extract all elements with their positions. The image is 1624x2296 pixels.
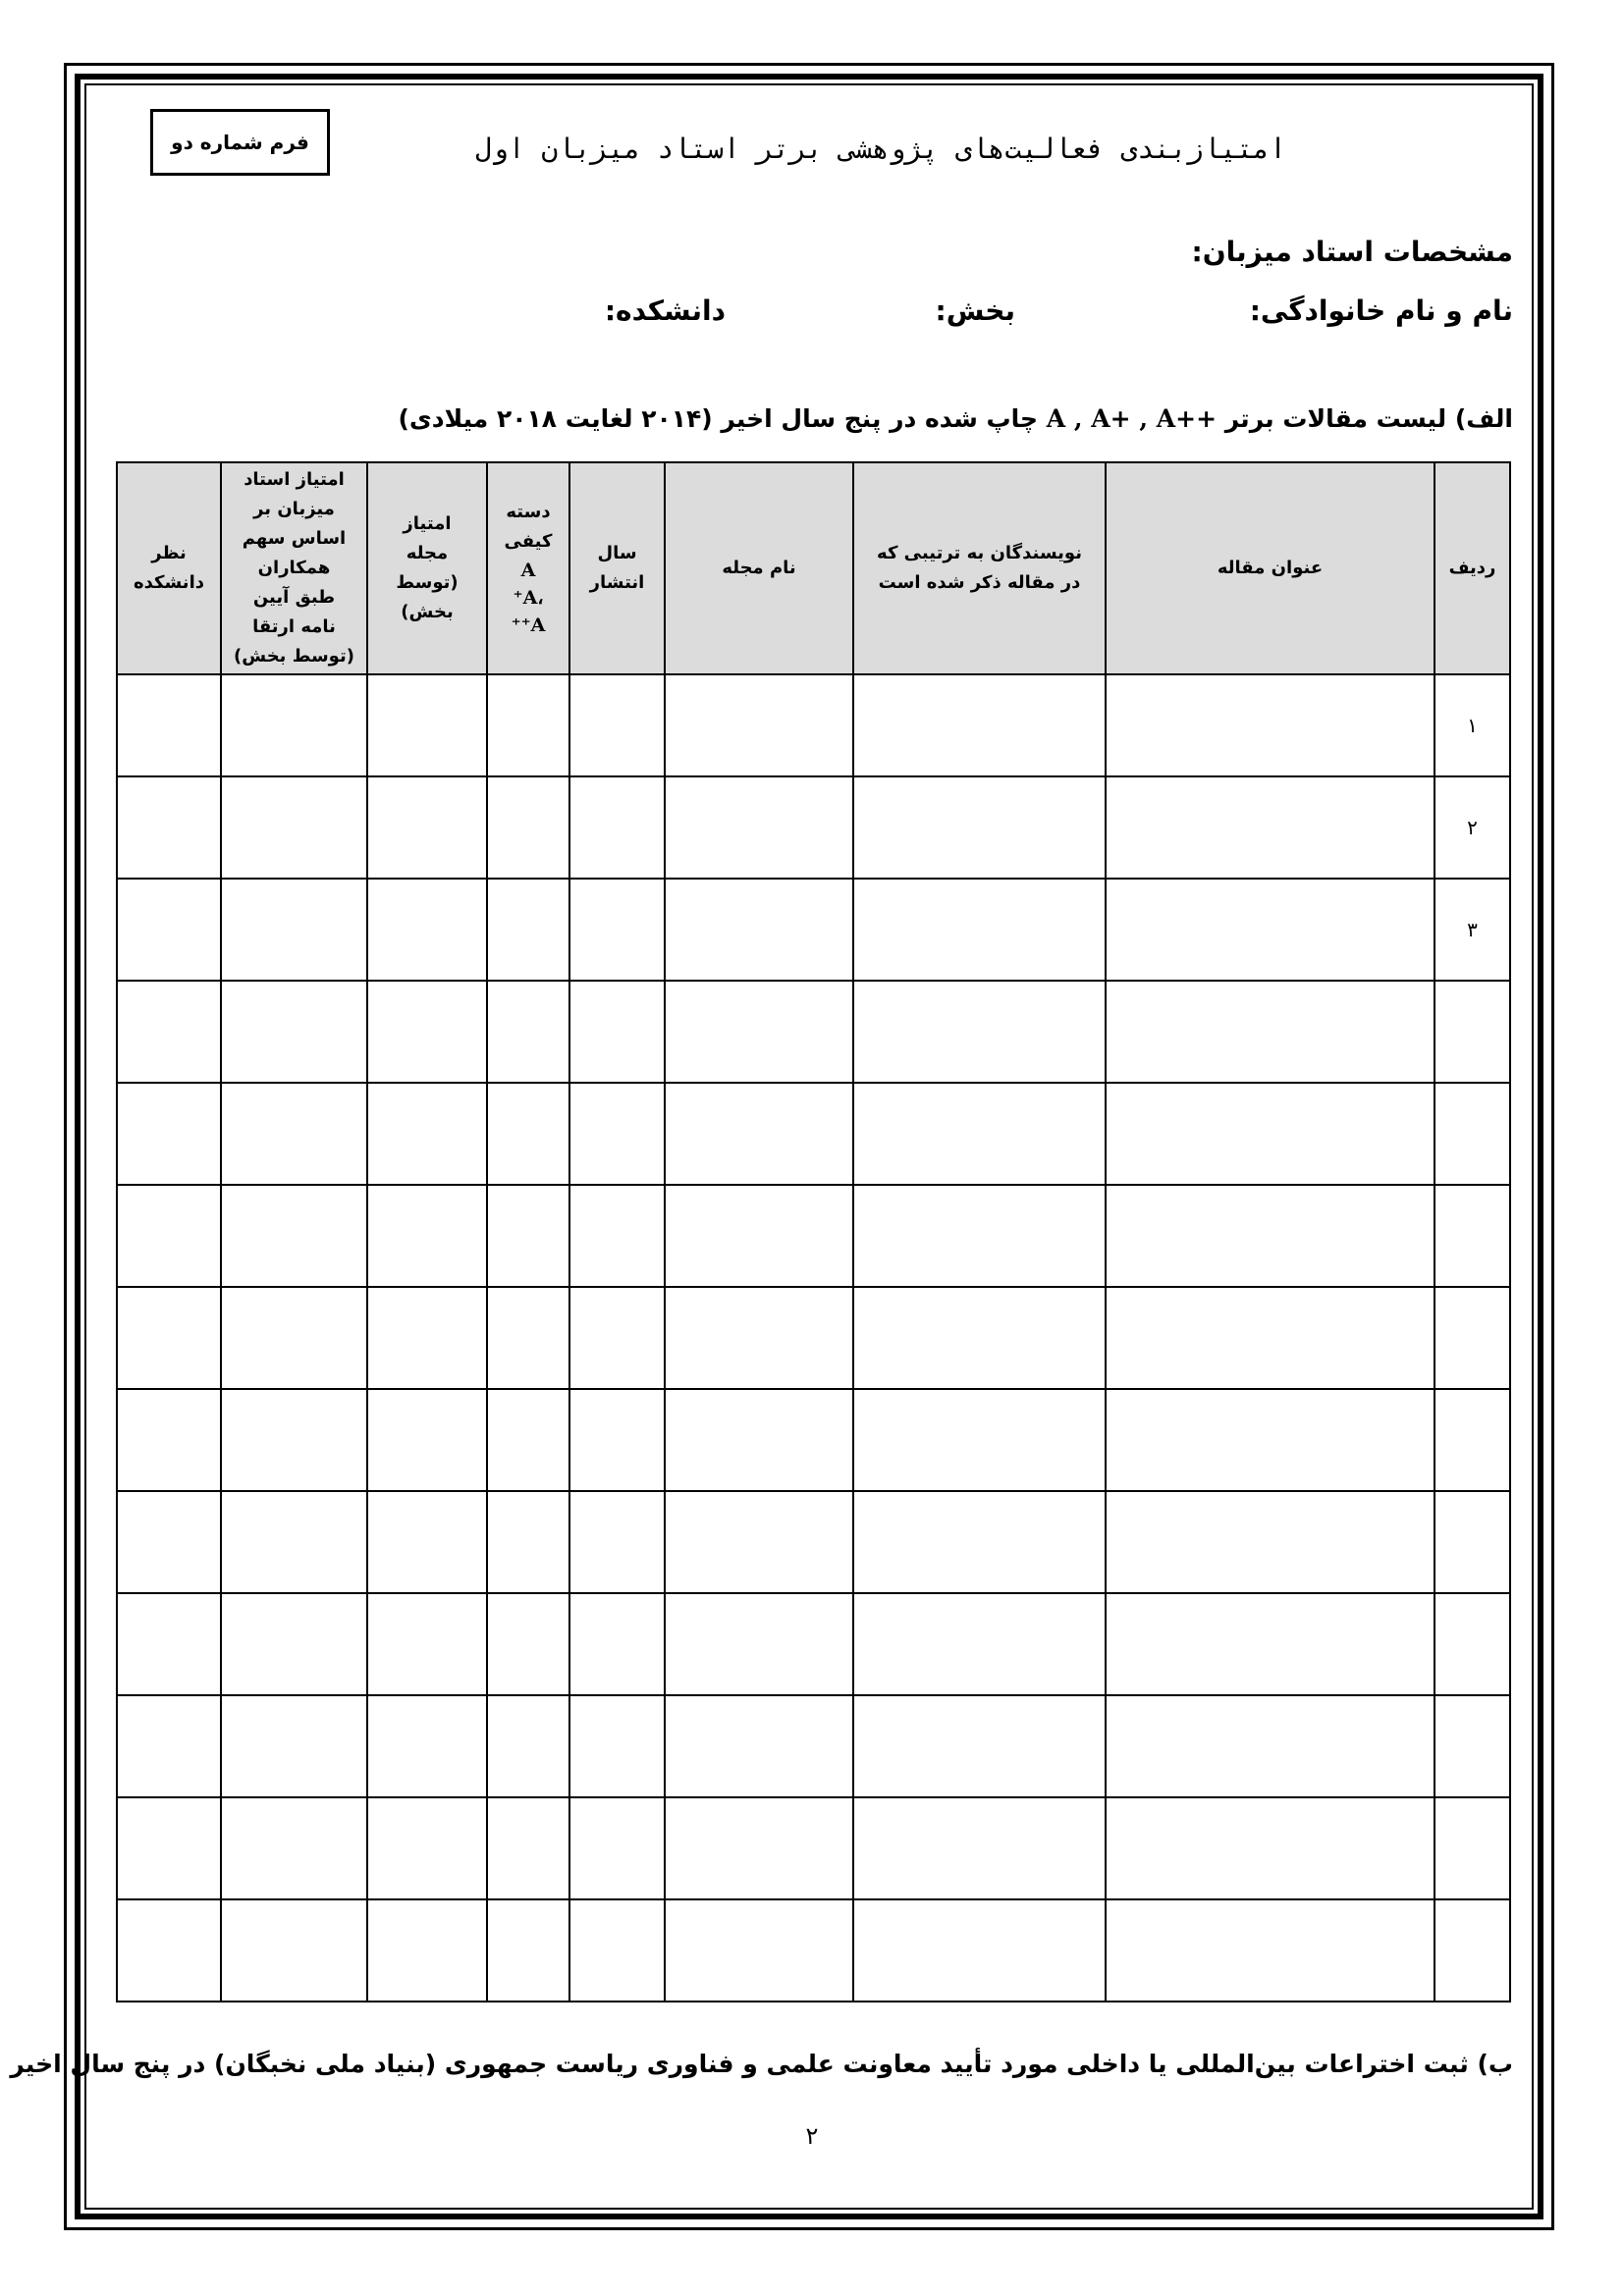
year-cell[interactable]: [569, 1695, 665, 1797]
category-cell[interactable]: [487, 1083, 569, 1185]
faculty-opinion-cell[interactable]: [117, 1899, 221, 2002]
grade-a: A: [520, 560, 536, 581]
header-journal-name: نام مجله: [665, 462, 853, 674]
journal-name-cell[interactable]: [665, 879, 853, 981]
faculty-opinion-cell[interactable]: [117, 879, 221, 981]
faculty-opinion-cell[interactable]: [117, 981, 221, 1083]
table-row: [117, 776, 1510, 879]
host-score-cell[interactable]: [221, 1083, 367, 1185]
faculty-opinion-cell[interactable]: [117, 1491, 221, 1593]
year-cell[interactable]: [569, 1083, 665, 1185]
authors-cell[interactable]: [853, 1797, 1106, 1899]
page-title: امتیازبندی فعالیت‌های پژوهشی برتر استاد میزبان اول: [474, 133, 1286, 165]
authors-cell[interactable]: [853, 1695, 1106, 1797]
table-row: [117, 674, 1510, 776]
table-row: [117, 1695, 1510, 1797]
row-number-cell: [1435, 1593, 1510, 1695]
table-row: [117, 1899, 1510, 2002]
row-number-cell: ۳: [1435, 879, 1510, 981]
page-number: ۲: [805, 2122, 819, 2150]
article-title-cell[interactable]: [1106, 674, 1435, 776]
host-score-cell[interactable]: [221, 981, 367, 1083]
journal-score-cell[interactable]: [367, 1287, 487, 1389]
table-header-row: [117, 462, 1510, 674]
row-number-cell: [1435, 1797, 1510, 1899]
article-title-cell[interactable]: [1106, 1491, 1435, 1593]
journal-score-cell[interactable]: [367, 1899, 487, 2002]
journal-score-cell[interactable]: [367, 879, 487, 981]
article-title-cell[interactable]: [1106, 1593, 1435, 1695]
row-number-cell: ۱: [1435, 674, 1510, 776]
header-journal-score: امتیاز مجله (توسط بخش): [367, 462, 487, 674]
category-cell[interactable]: [487, 1899, 569, 2002]
journal-name-cell[interactable]: [665, 1083, 853, 1185]
faculty-opinion-cell[interactable]: [117, 674, 221, 776]
article-title-cell[interactable]: [1106, 879, 1435, 981]
year-cell[interactable]: [569, 776, 665, 879]
row-number-cell: [1435, 1287, 1510, 1389]
article-title-cell[interactable]: [1106, 1797, 1435, 1899]
journal-score-cell[interactable]: [367, 776, 487, 879]
authors-cell[interactable]: [853, 1491, 1106, 1593]
authors-cell[interactable]: [853, 1083, 1106, 1185]
row-number-cell: [1435, 1389, 1510, 1491]
journal-name-cell[interactable]: [665, 1593, 853, 1695]
category-cell[interactable]: [487, 776, 569, 879]
row-number-cell: [1435, 1185, 1510, 1287]
header-host-score-note: (توسط بخش): [234, 646, 354, 667]
section-b-heading: ب) ثبت اختراعات بین‌المللی یا داخلی مورد تأیید معاونت علمی و فناوری ریاست جمهوری (بنیاد ملی نخبگان) در پنج سال اخیر: [10, 2050, 1513, 2078]
article-title-cell[interactable]: [1106, 776, 1435, 879]
grade-a-plus: ،A⁺: [513, 587, 544, 609]
host-score-cell[interactable]: [221, 776, 367, 879]
faculty-field-label: دانشکده:: [604, 294, 726, 327]
header-host-score-label: امتیاز استاد میزبان بر اساس سهم همکاران طبق آیین نامه ارتقا: [242, 469, 347, 637]
host-info-heading: مشخصات استاد میزبان:: [1191, 236, 1513, 268]
table-row: [117, 1287, 1510, 1389]
category-cell[interactable]: [487, 1185, 569, 1287]
host-score-cell[interactable]: [221, 674, 367, 776]
faculty-opinion-cell[interactable]: [117, 1797, 221, 1899]
journal-name-cell[interactable]: [665, 1287, 853, 1389]
article-title-cell[interactable]: [1106, 1287, 1435, 1389]
year-cell[interactable]: [569, 674, 665, 776]
header-authors: نویسندگان به ترتیبی که در مقاله ذکر شده است: [853, 462, 1106, 674]
host-score-cell[interactable]: [221, 1185, 367, 1287]
journal-name-cell[interactable]: [665, 1899, 853, 2002]
header-article-title: عنوان مقاله: [1106, 462, 1435, 674]
host-score-cell[interactable]: [221, 1389, 367, 1491]
articles-table: [116, 461, 1511, 2002]
host-score-cell[interactable]: [221, 1695, 367, 1797]
article-title-cell[interactable]: [1106, 1083, 1435, 1185]
faculty-opinion-cell[interactable]: [117, 1593, 221, 1695]
table-row: [117, 1797, 1510, 1899]
header-quality-category: [487, 462, 569, 674]
article-title-cell[interactable]: [1106, 1185, 1435, 1287]
name-field-label: نام و نام خانوادگی:: [1249, 294, 1513, 327]
year-cell[interactable]: [569, 981, 665, 1083]
table-row: [117, 1491, 1510, 1593]
category-cell[interactable]: [487, 674, 569, 776]
faculty-opinion-cell[interactable]: [117, 1185, 221, 1287]
host-score-cell[interactable]: [221, 879, 367, 981]
category-cell[interactable]: [487, 1389, 569, 1491]
table-row: [117, 1593, 1510, 1695]
authors-cell[interactable]: [853, 1593, 1106, 1695]
table-row: [117, 1185, 1510, 1287]
journal-score-cell[interactable]: [367, 981, 487, 1083]
faculty-opinion-cell[interactable]: [117, 1287, 221, 1389]
section-a-suffix: چاپ شده در پنج سال اخیر (۲۰۱۴ لغایت ۲۰۱۸ میلادی): [398, 404, 1039, 433]
row-number-cell: [1435, 981, 1510, 1083]
journal-score-cell[interactable]: [367, 1797, 487, 1899]
journal-score-cell[interactable]: [367, 1695, 487, 1797]
journal-score-cell[interactable]: [367, 1389, 487, 1491]
journal-name-cell[interactable]: [665, 981, 853, 1083]
year-cell[interactable]: [569, 1287, 665, 1389]
table-row: [117, 981, 1510, 1083]
journal-name-cell[interactable]: [665, 1491, 853, 1593]
year-cell[interactable]: [569, 1593, 665, 1695]
article-title-cell[interactable]: [1106, 981, 1435, 1083]
category-cell[interactable]: [487, 981, 569, 1083]
article-title-cell[interactable]: [1106, 1899, 1435, 2002]
category-cell[interactable]: [487, 1695, 569, 1797]
header-faculty-opinion: نظر دانشکده: [117, 462, 221, 674]
article-title-cell[interactable]: [1106, 1695, 1435, 1797]
category-cell[interactable]: [487, 1797, 569, 1899]
journal-score-cell[interactable]: [367, 674, 487, 776]
journal-name-cell[interactable]: [665, 776, 853, 879]
authors-cell[interactable]: [853, 981, 1106, 1083]
year-cell[interactable]: [569, 1389, 665, 1491]
header-host-score: [221, 462, 367, 674]
host-score-cell[interactable]: [221, 1593, 367, 1695]
year-cell[interactable]: [569, 879, 665, 981]
host-score-cell[interactable]: [221, 1491, 367, 1593]
table-row: [117, 1083, 1510, 1185]
journal-name-cell[interactable]: [665, 1389, 853, 1491]
department-field-label: بخش:: [935, 294, 1015, 327]
authors-cell[interactable]: [853, 1185, 1106, 1287]
journal-name-cell[interactable]: [665, 1695, 853, 1797]
row-number-cell: ۲: [1435, 776, 1510, 879]
row-number-cell: [1435, 1695, 1510, 1797]
journal-name-cell[interactable]: [665, 674, 853, 776]
header-quality-category-label: دسته کیفی: [504, 502, 553, 552]
host-score-cell[interactable]: [221, 1797, 367, 1899]
row-number-cell: [1435, 1491, 1510, 1593]
grade-a-plus-plus: A⁺⁺: [511, 614, 546, 636]
host-score-cell[interactable]: [221, 1899, 367, 2002]
section-a-grades: A , A+ , A++: [1046, 404, 1218, 433]
category-cell[interactable]: [487, 879, 569, 981]
journal-score-cell[interactable]: [367, 1593, 487, 1695]
section-a-prefix: الف) لیست مقالات برتر: [1224, 404, 1513, 433]
table-row: [117, 879, 1510, 981]
journal-name-cell[interactable]: [665, 1797, 853, 1899]
faculty-opinion-cell[interactable]: [117, 1083, 221, 1185]
category-cell[interactable]: [487, 1593, 569, 1695]
authors-cell[interactable]: [853, 1389, 1106, 1491]
journal-name-cell[interactable]: [665, 1185, 853, 1287]
form-number-badge: فرم شماره دو: [150, 109, 330, 176]
host-score-cell[interactable]: [221, 1287, 367, 1389]
year-cell[interactable]: [569, 1185, 665, 1287]
authors-cell[interactable]: [853, 1287, 1106, 1389]
authors-cell[interactable]: [853, 776, 1106, 879]
table-row: [117, 1389, 1510, 1491]
faculty-opinion-cell[interactable]: [117, 776, 221, 879]
faculty-opinion-cell[interactable]: [117, 1389, 221, 1491]
year-cell[interactable]: [569, 1899, 665, 2002]
article-title-cell[interactable]: [1106, 1389, 1435, 1491]
row-number-cell: [1435, 1083, 1510, 1185]
header-row-number: ردیف: [1435, 462, 1510, 674]
section-a-heading: [398, 404, 1513, 433]
authors-cell[interactable]: [853, 1899, 1106, 2002]
year-cell[interactable]: [569, 1491, 665, 1593]
category-cell[interactable]: [487, 1287, 569, 1389]
journal-score-cell[interactable]: [367, 1185, 487, 1287]
journal-score-cell[interactable]: [367, 1083, 487, 1185]
journal-score-cell[interactable]: [367, 1491, 487, 1593]
category-cell[interactable]: [487, 1491, 569, 1593]
faculty-opinion-cell[interactable]: [117, 1695, 221, 1797]
header-publication-year: سال انتشار: [569, 462, 665, 674]
authors-cell[interactable]: [853, 879, 1106, 981]
year-cell[interactable]: [569, 1797, 665, 1899]
row-number-cell: [1435, 1899, 1510, 2002]
authors-cell[interactable]: [853, 674, 1106, 776]
